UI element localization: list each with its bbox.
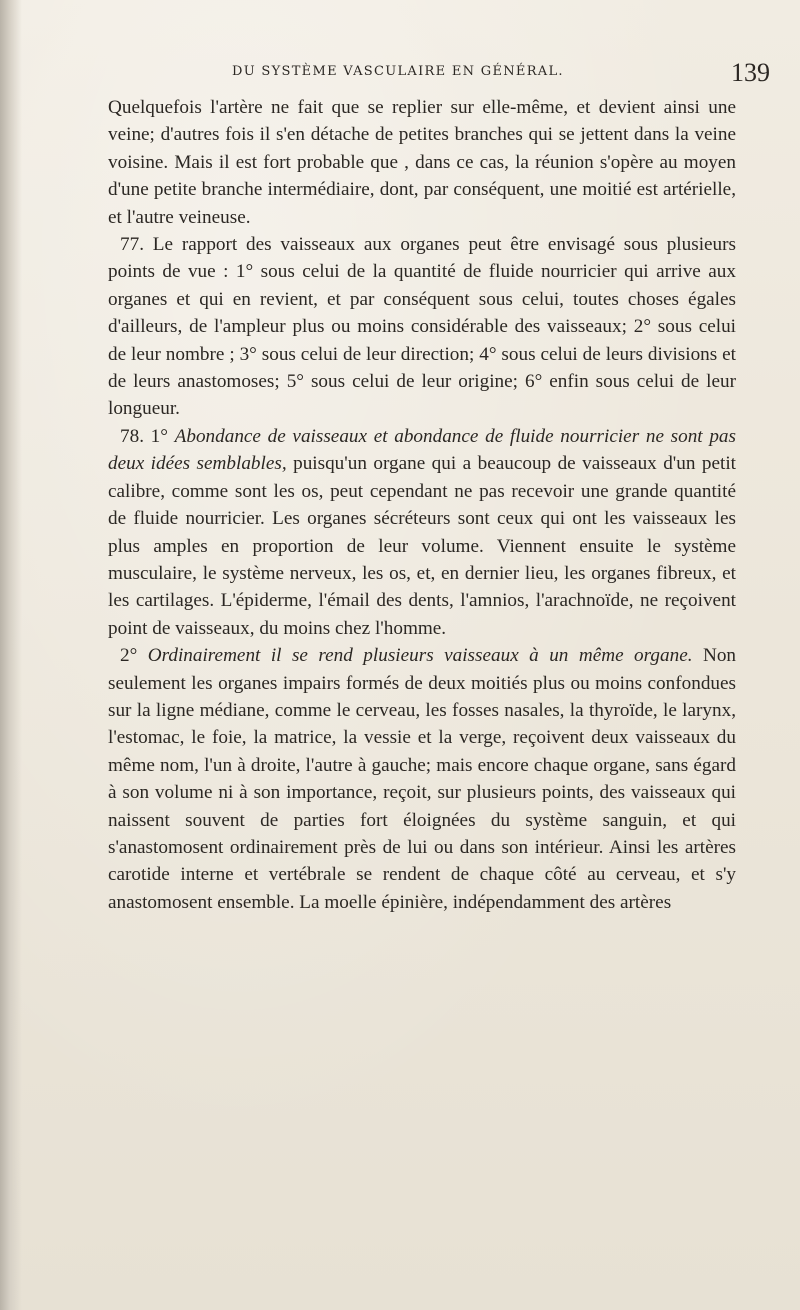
paragraph-78-text: puisqu'un organe qui a beaucoup de vaisseaux d'un petit calibre, comme sont les os, peut cependant ne pas recevoir une grande quantité de fluide nourricier. Les organes sécréteurs sont ceux qui ont les vaisseaux les plus amples en proportion de leur volume. Viennent ensuite le système musculaire, le système nerveux, les os, et, en dernier lieu, les organes fibreux, et les cartilages. L'épiderme, l'émail des dents, l'amnios, l'arachnoïde, ne reçoivent point de vaisseaux, du moins chez l'homme. — [108, 453, 737, 639]
paragraph-2-number: 2° — [120, 645, 138, 667]
page-number: 139 — [731, 58, 770, 87]
paragraph-78 — [108, 423, 736, 642]
paragraph-78-italic: Abondance de vaisseaux et abondance de fluide nourricier ne sont pas deux idées semblables, — [108, 425, 736, 475]
paragraph-continuation: Quelquefois l'artère ne fait que se replier sur elle-même, et devient ainsi une veine; d'autres fois il s'en détache de petites branches qui se jettent dans la veine voisine. Mais il est fort probable que , dans ce cas, la réunion s'opère au moyen d'une petite branche intermédiaire, dont, par conséquent, une moitié est artérielle, et l'autre veineuse. — [108, 97, 736, 228]
body-text — [108, 94, 736, 916]
running-head: DU SYSTÈME VASCULAIRE EN GÉNÉRAL. — [232, 64, 564, 79]
paragraph-78-number: 78. 1° — [120, 425, 168, 447]
paragraph-2-italic: Ordinairement il se rend plusieurs vaisseaux à un même organe. — [147, 645, 693, 667]
paragraph-77: 77. Le rapport des vaisseaux aux organes peut être envisagé sous plusieurs points de vue : 1° sous celui de la quantité de fluide nourricier qui arrive aux organes et qui en revient, et par conséquent sous celui, toutes choses égales d'ailleurs, de l'ampleur plus ou moins considérable des vaisseaux; 2° sous celui de leur nombre ; 3° sous celui de leur direction; 4° sous celui de leurs divisions et de leurs anastomoses; 5° sous celui de leur origine; 6° enfin sous celui de leur longueur. — [108, 234, 736, 420]
binding-shadow — [0, 0, 22, 1310]
paragraph-2-text: Non seulement les organes impairs formés de deux moitiés plus ou moins confondues sur la ligne médiane, comme le cerveau, les fosses nasales, la thyroïde, le larynx, l'estomac, le foie, la matrice, la vessie et la verge, reçoivent deux vaisseaux du même nom, l'un à droite, l'autre à gauche; mais encore chaque organe, sans égard à son volume ni à son importance, reçoit, sur plusieurs points, des vaisseaux qui naissent souvent de parties fort éloignées du système sanguin, et qui s'anastomosent ordinairement près de lui ou dans son intérieur. Ainsi les artères carotide interne et vertébrale se rendent de chaque côté au cerveau, et s'y anastomosent ensemble. La moelle épinière, indépendamment des artères — [108, 645, 737, 913]
paragraph-2 — [108, 642, 736, 916]
